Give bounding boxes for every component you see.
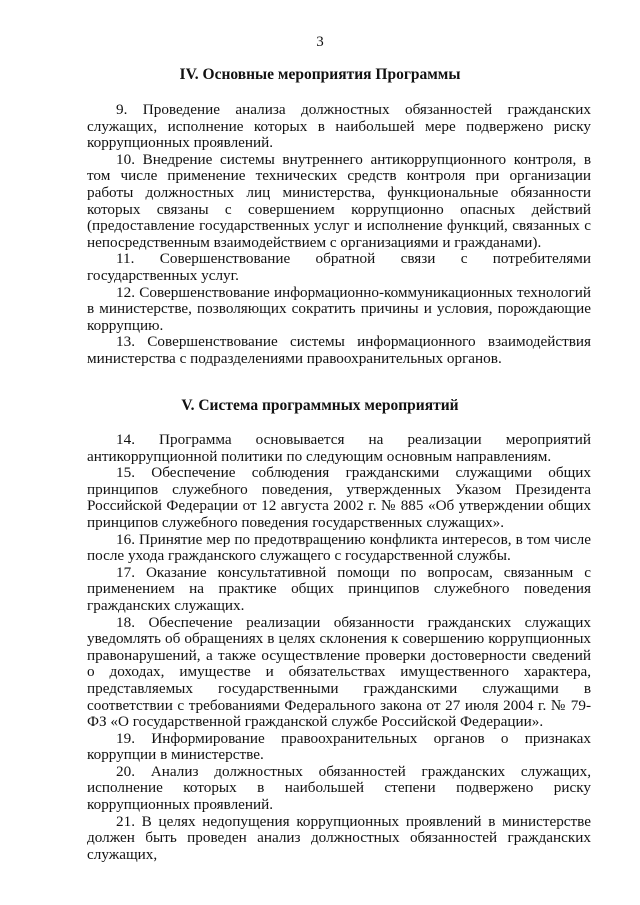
section-5-heading: V. Система программных мероприятий <box>181 397 459 414</box>
paragraph-19: 19. Информирование правоохранительных органов о признаках коррупции в министерстве. <box>87 729 591 764</box>
paragraph-14: 14. Программа основывается на реализации мероприятий антикоррупционной политики по следующим основным направлениям. <box>87 431 591 465</box>
paragraph-15: 15. Обеспечение соблюдения гражданскими служащими общих принципов служебного поведения, утвержденных Указом Президента Российской Федерации от 12 августа 2002 г. № 885 «Об утверждении общих принципов служебного поведения государственных служащих». <box>87 464 591 531</box>
paragraph-10: 10. Внедрение системы внутреннего антикоррупционного контроля, в том числе применение технических средств контроля при организации работы должностных лиц министерства, функциональные обязанности которых связаны с совершением коррупционно опасных действий (предоставление государственных услуг и исполнение функций, связанных с непосредственным взаимодействием с организациями и гражданами). <box>87 150 591 251</box>
paragraph-13: 13. Совершенствование системы информационного взаимодействия министерства с подразделениями правоохранительных органов. <box>87 333 591 367</box>
section-4-body <box>87 102 591 368</box>
paragraph-9: 9. Проведение анализа должностных обязанностей гражданских служащих, исполнение которых в наибольшей мере подвержено риску коррупционных проявлений. <box>87 101 591 152</box>
section-5-body <box>87 432 591 863</box>
paragraph-21: 21. В целях недопущения коррупционных проявлений в министерстве должен быть проведен анализ должностных обязанностей гражданских служащих, <box>87 812 591 863</box>
paragraph-20: 20. Анализ должностных обязанностей гражданских служащих, исполнение которых в наибольшей степени подвержено риску коррупционных проявлений. <box>87 762 591 814</box>
paragraph-18: 18. Обеспечение реализации обязанности гражданских служащих уведомлять об обращениях в целях склонения к совершению коррупционных правонарушений, а также осуществление проверки достоверности сведений о доходах, имуществе и обязательствах имущественного характера, представляемых государственными гражданскими служащими в соответствии с требованиями Федерального закона от 27 июля 2004 г. № 79-ФЗ «О государственной гражданской службе Российской Федерации». <box>87 613 591 731</box>
paragraph-12: 12. Совершенствование информационно-коммуникационных технологий в министерстве, позволяющих сократить причины и условия, порождающие коррупцию. <box>87 283 591 334</box>
paragraph-11: 11. Совершенствование обратной связи с потребителями государственных услуг. <box>87 250 591 284</box>
paragraph-17: 17. Оказание консультативной помощи по вопросам, связанным с применением на практике общих принципов служебного поведения гражданских служащих. <box>87 563 591 614</box>
page-number: 3 <box>316 34 324 50</box>
section-4-heading: IV. Основные мероприятия Программы <box>179 66 461 83</box>
paragraph-16: 16. Принятие мер по предотвращению конфликта интересов, в том числе после ухода гражданского служащего с государственной службы. <box>87 530 591 565</box>
